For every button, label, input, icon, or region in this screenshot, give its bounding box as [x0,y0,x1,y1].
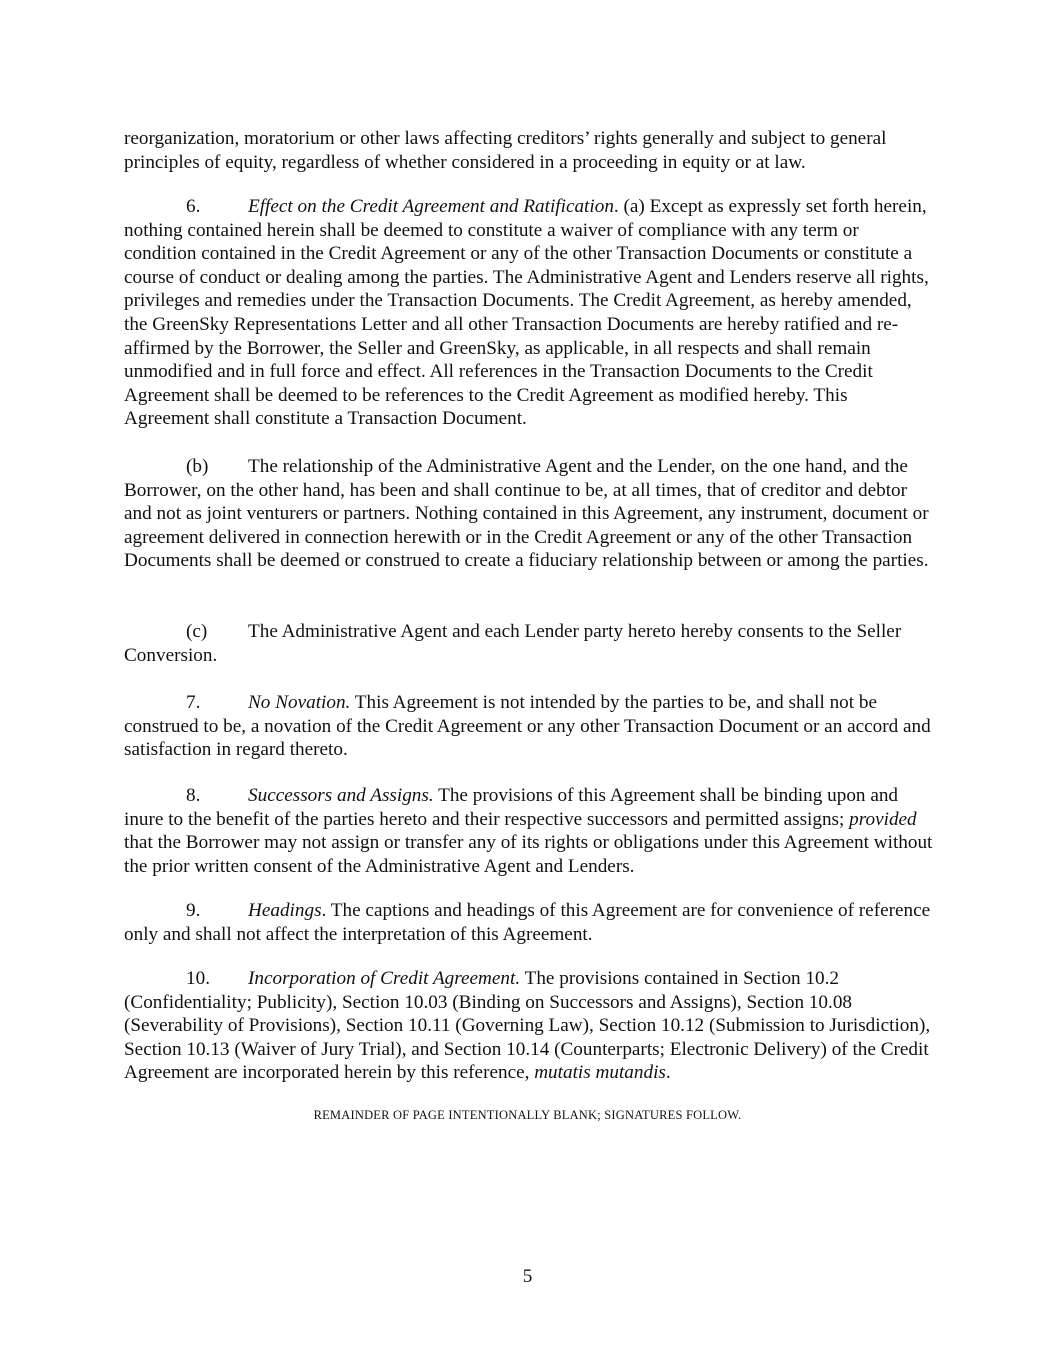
section-9-text: . The captions and headings of this Agreement are for convenience of reference only and shall not affect the interpretation of this Agreement. [124,900,931,945]
section-10-mutatis: mutatis mutandis [534,1062,666,1084]
section-7-text: This Agreement is not intended by the parties to be, and shall not be construed to be, a novation of the Credit Agreement or any other Transaction Document or an accord and satisfaction in regard thereto. [124,692,931,761]
section-9-heading: Headings [248,900,322,921]
section-10-text-before: The provisions contained in Section 10.2 (Confidentiality; Publicity), Section 10.03 (Binding on Successors and Assigns), Section 10.08 (Severability of Provisions), Section 10.11 (Governing Law), Section 10.12 (Submission to Jurisdiction), Section 10.13 (Waiver of Jury Trial), and Section 10.14 (Counterparts; Electronic Delivery) of the Credit Agreement are incorporated herein by this reference, [124,968,931,1084]
section-6-text: . (a) Except as expressly set forth herein, nothing contained herein shall be deemed to constitute a waiver of compliance with any term or condition contained in the Credit Agreement or any of the other Transaction Documents or constitute a course of conduct or dealing among the parties. The Administrative Agent and Lenders reserve all rights, privileges and remedies under the Transaction Documents. The Credit Agreement, as hereby amended, the GreenSky Representations Letter and all other Transaction Documents are hereby ratified and re-affirmed by the Borrower, the Seller and GreenSky, as applicable, in all respects and shall remain unmodified and in full force and effect. All references in the Transaction Documents to the Credit Agreement shall be deemed to be references to the Credit Agreement as modified hereby. This Agreement shall constitute a Transaction Document. [124,196,929,430]
section-10-heading: Incorporation of Credit Agreement. [248,968,521,989]
page-number: 5 [522,1266,533,1287]
section-6c-label: (c) [186,621,208,642]
section-6-number: 6. [186,196,201,217]
continuation-text: reorganization, moratorium or other laws affecting creditors’ rights generally and subject to general principles of equity, regardless of whether considered in a proceeding in equity or at law. [124,128,887,173]
section-9-paragraph [124,899,936,946]
remainder-blank-notice: REMAINDER OF PAGE INTENTIONALLY BLANK; SIGNATURES FOLLOW. [313,1108,742,1122]
section-6c-text: The Administrative Agent and each Lender party hereto hereby consents to the Seller Conversion. [124,621,902,666]
continuation-paragraph [124,127,936,174]
section-6c-paragraph [124,620,936,667]
section-10-paragraph [124,967,936,1085]
section-8-number: 8. [186,785,201,806]
section-8-heading: Successors and Assigns. [248,785,434,806]
section-7-paragraph [124,691,936,762]
section-10-text-after: . [665,1062,671,1084]
section-7-number: 7. [186,692,201,713]
section-10-number: 10. [186,968,210,989]
section-6-paragraph [124,195,936,431]
section-8-provided: provided [849,808,917,830]
section-6-heading: Effect on the Credit Agreement and Ratification [248,196,614,217]
section-9-number: 9. [186,900,201,921]
section-7-heading: No Novation. [248,692,351,713]
section-6b-paragraph [124,455,936,573]
section-6b-label: (b) [186,456,209,477]
section-8-text-after: that the Borrower may not assign or transfer any of its rights or obligations under this Agreement without the prior written consent of the Administrative Agent and Lenders. [124,832,933,877]
section-8-text-before: The provisions of this Agreement shall be binding upon and inure to the benefit of the parties hereto and their respective successors and permitted assigns; [124,785,899,830]
section-6b-text: The relationship of the Administrative Agent and the Lender, on the one hand, and the Borrower, on the other hand, has been and shall continue to be, at all times, that of creditor and debtor and not as joint venturers or partners. Nothing contained in this Agreement, any instrument, document or agreement delivered in connection herewith or in the Credit Agreement or any of the other Transaction Documents shall be deemed or construed to create a fiduciary relationship between or among the parties. [124,456,929,572]
section-8-paragraph [124,784,936,878]
